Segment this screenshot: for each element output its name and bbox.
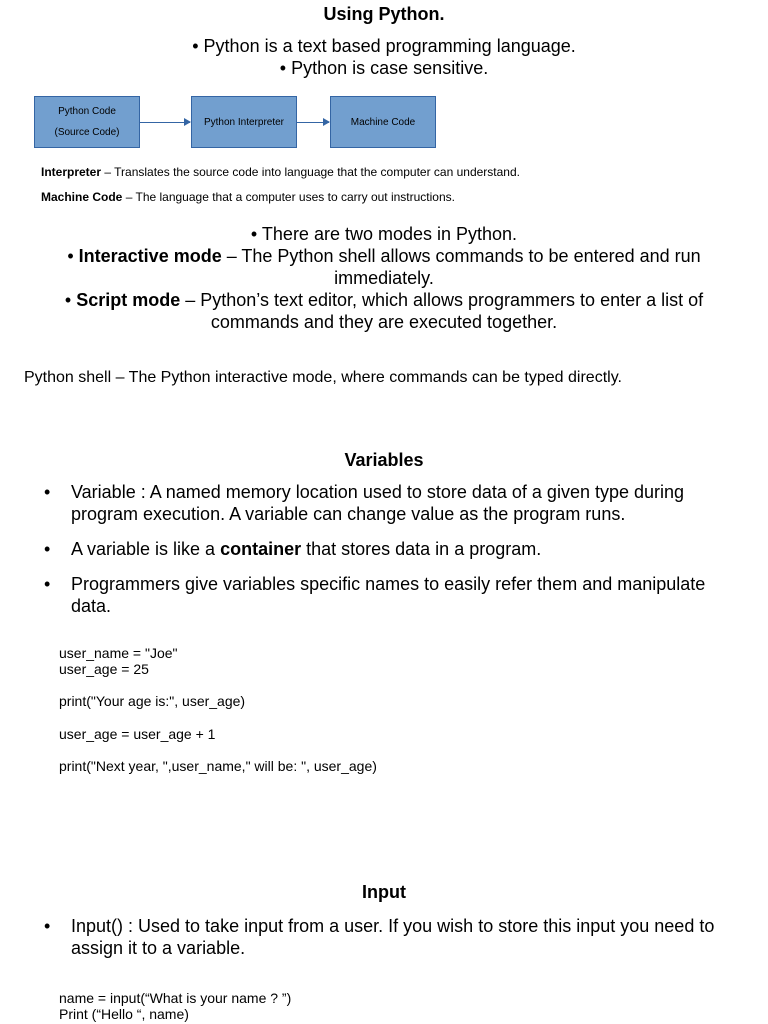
bullet-two-modes bbox=[20, 223, 748, 245]
box-label: Machine Code bbox=[350, 116, 416, 128]
bullet-dot: • bbox=[192, 36, 199, 56]
list-item-text: Programmers give variables specific names to easily refer them and manipulate data. bbox=[71, 574, 706, 616]
bullet-dot: • bbox=[44, 574, 51, 594]
diagram-box-machine-code bbox=[330, 96, 436, 148]
bullet-dot: • bbox=[64, 290, 72, 310]
list-item-text: Input() : Used to take input from a user. If you wish to store this input you need to assign it to a variable. bbox=[71, 916, 715, 958]
bullet-script-mode bbox=[40, 289, 728, 333]
bullet-text: Python is a text based programming language. bbox=[203, 36, 576, 56]
section-title-python: Using Python. bbox=[323, 4, 445, 24]
code-line: Print (“Hello “, name) bbox=[59, 1006, 189, 1022]
box-label: Python Interpreter bbox=[203, 116, 285, 128]
section-title-variables: Variables bbox=[344, 450, 424, 470]
shell-definition: Python shell – The Python interactive mode, where commands can be typed directly. bbox=[24, 369, 622, 386]
diagram-arrow bbox=[140, 122, 190, 123]
diagram-box-interpreter bbox=[191, 96, 297, 148]
bullet-dot: • bbox=[44, 482, 51, 502]
code-line: name = input(“What is your name ? ”) bbox=[59, 990, 292, 1006]
bullet-dot: • bbox=[250, 224, 258, 244]
bullet-dot: • bbox=[67, 246, 74, 266]
definition-machine-code bbox=[41, 190, 455, 204]
bullet-case-sensitive bbox=[20, 57, 748, 79]
definition-term: Interpreter bbox=[41, 165, 102, 179]
text-segment: that stores data in a program. bbox=[301, 539, 542, 559]
mode-term: Interactive mode bbox=[78, 246, 222, 266]
code-line: print("Your age is:", user_age) bbox=[59, 693, 246, 709]
bullet-dot: • bbox=[279, 58, 287, 78]
bullet-interactive-mode bbox=[30, 245, 738, 289]
mode-text: – The Python shell allows commands to be entered and run immediately. bbox=[221, 246, 701, 288]
code-line: print("Next year, ",user_name," will be: ", user_age) bbox=[59, 758, 377, 774]
list-item-text: Variable : A named memory location used to store data of a given type during program execution. A variable can change value as the program runs. bbox=[71, 482, 685, 524]
definition-term: Machine Code bbox=[41, 190, 123, 204]
code-line: user_age = 25 bbox=[59, 661, 149, 677]
mode-term: Script mode bbox=[76, 290, 181, 310]
list-item-text bbox=[71, 538, 741, 560]
definition-text: – The language that a computer uses to carry out instructions. bbox=[122, 190, 455, 204]
code-line: user_age = user_age + 1 bbox=[59, 726, 216, 742]
text-segment: A variable is like a bbox=[71, 539, 221, 559]
code-line: user_name = "Joe" bbox=[59, 645, 178, 661]
section-title-input: Input bbox=[362, 882, 406, 902]
bullet-text: There are two modes in Python. bbox=[261, 224, 518, 244]
text-bold: container bbox=[220, 539, 302, 559]
bullet-dot: • bbox=[44, 916, 51, 936]
diagram-box-python-code bbox=[34, 96, 140, 148]
bullet-dot: • bbox=[44, 539, 51, 559]
bullet-text: Python is case sensitive. bbox=[291, 58, 489, 78]
box-label: Python Code bbox=[58, 106, 116, 117]
box-sublabel: (Source Code) bbox=[54, 127, 120, 138]
bullet-text-based bbox=[20, 35, 748, 57]
definition-interpreter bbox=[41, 165, 520, 179]
mode-text: – Python’s text editor, which allows programmers to enter a list of commands and they are executed together. bbox=[180, 290, 704, 332]
diagram-arrow bbox=[297, 122, 329, 123]
definition-text: – Translates the source code into language that the computer can understand. bbox=[101, 165, 520, 179]
